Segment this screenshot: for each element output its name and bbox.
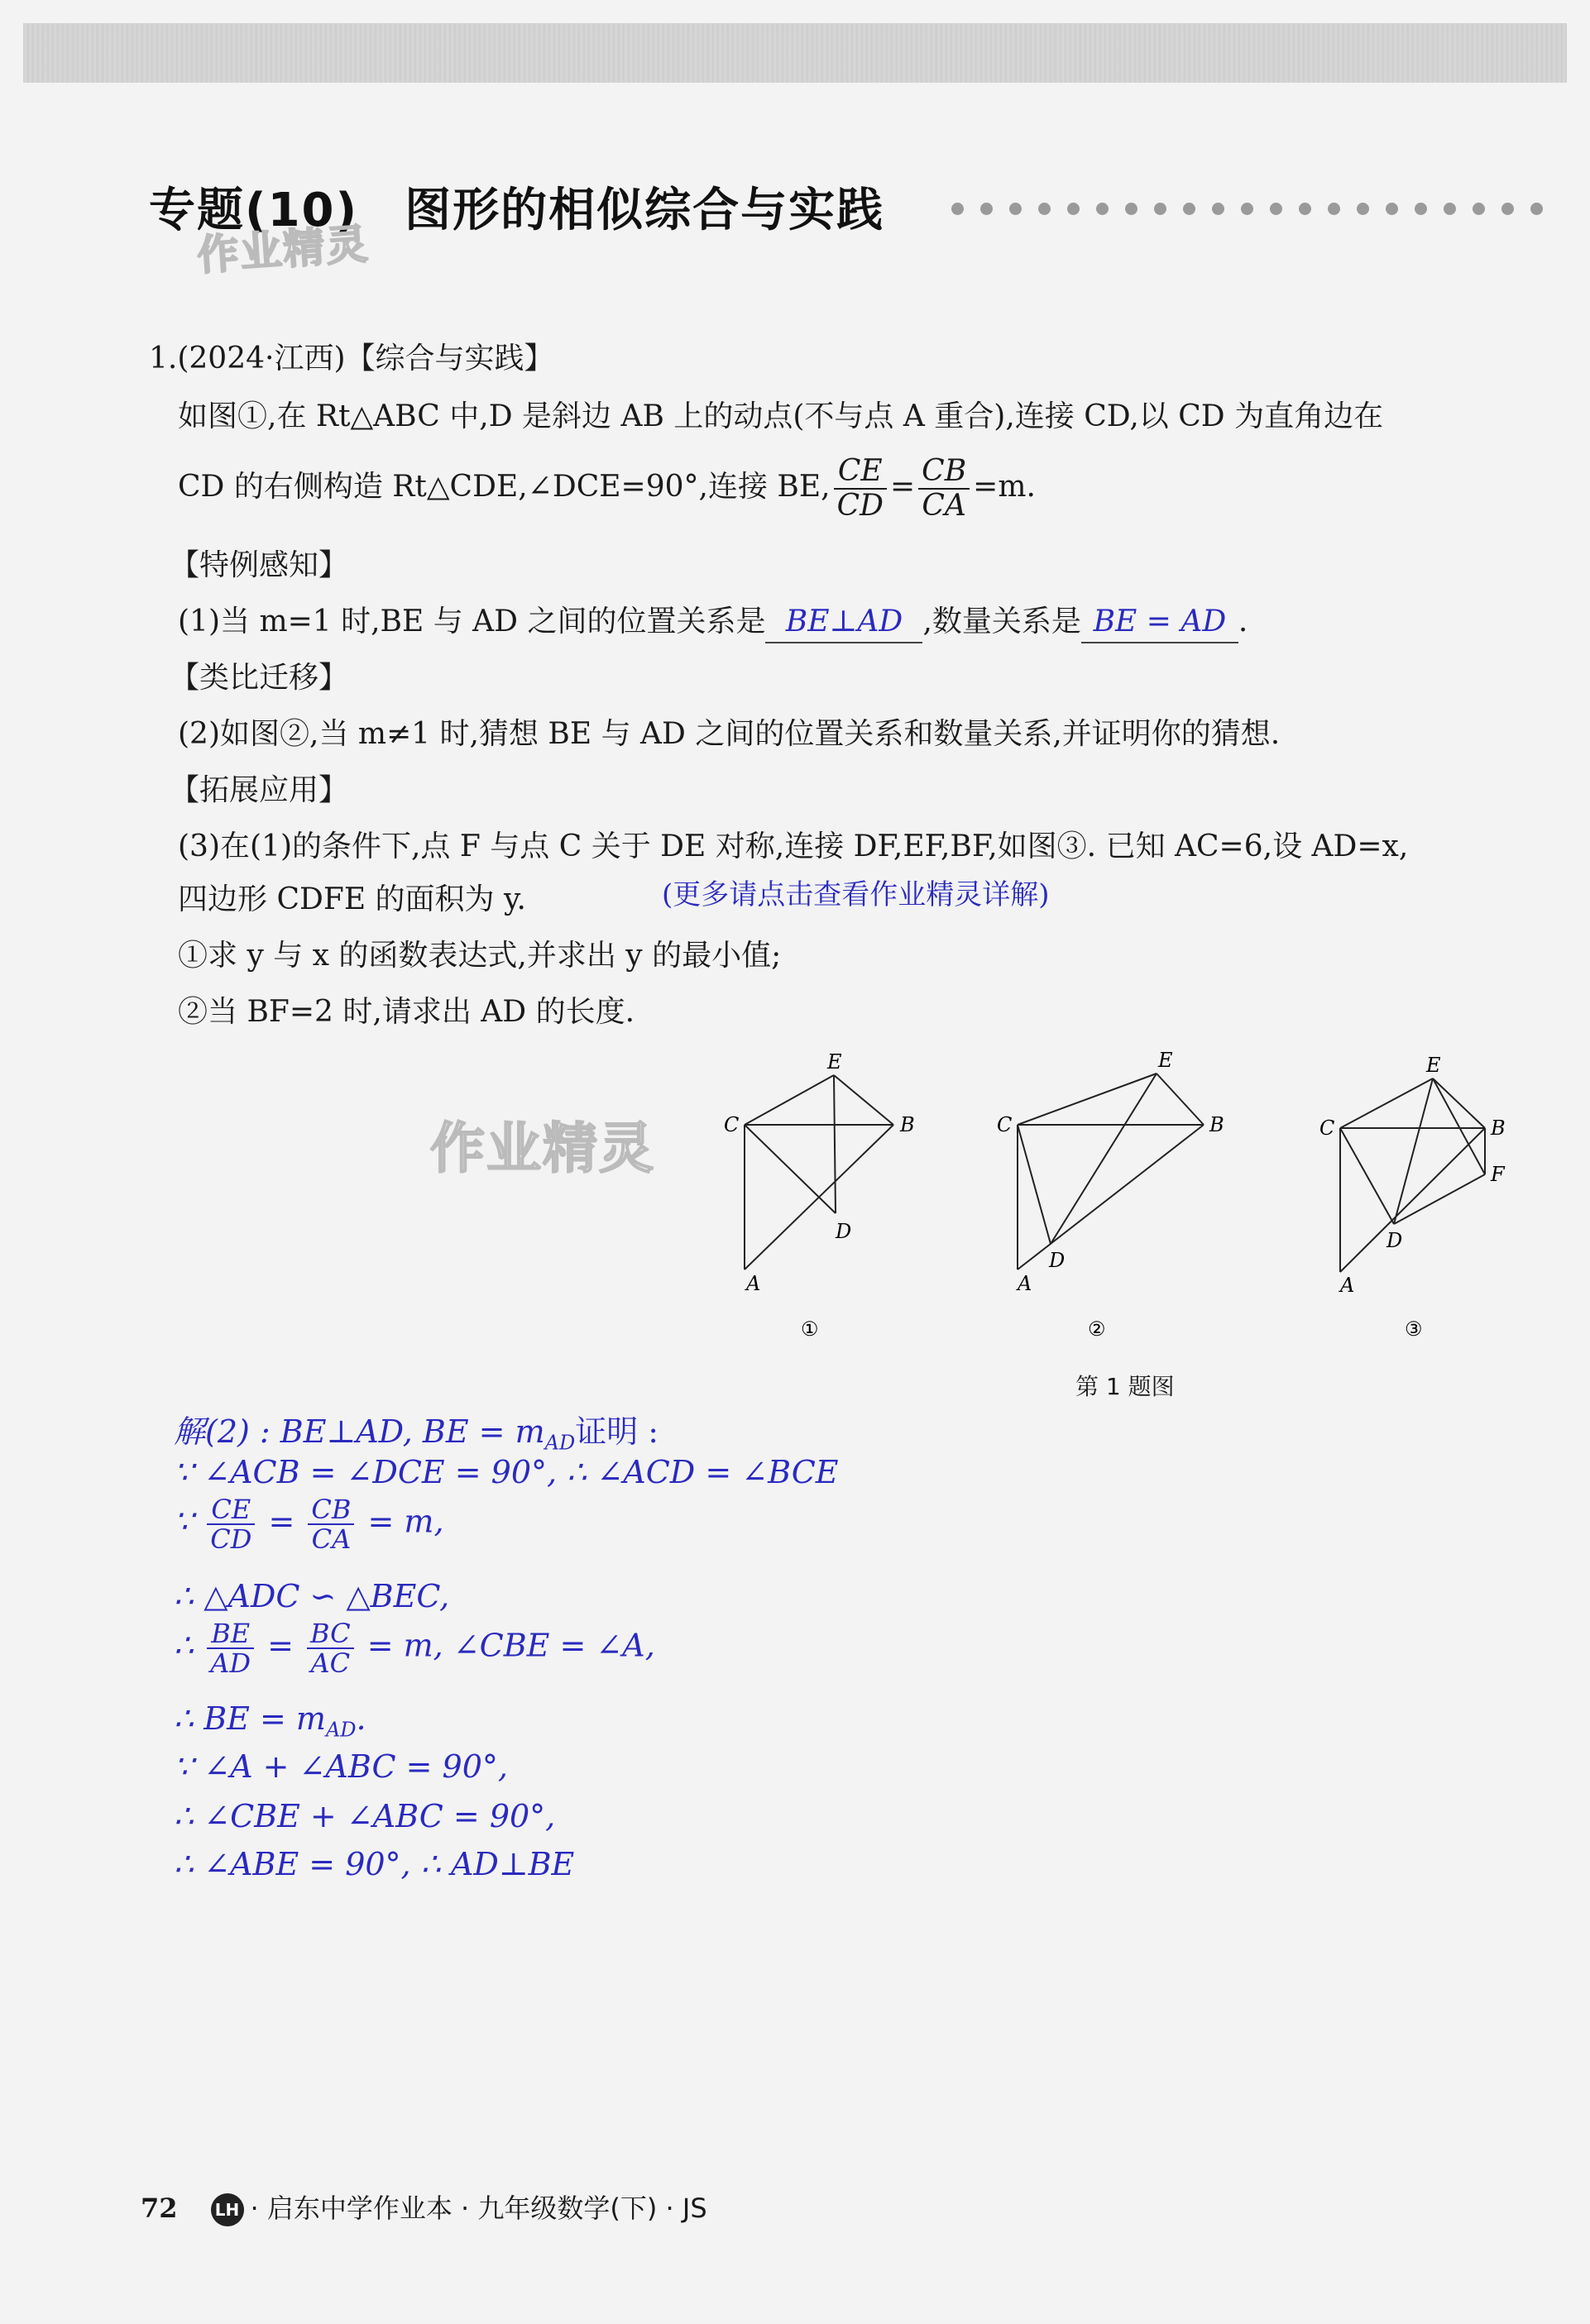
fig1-point-b: B [900, 1113, 915, 1136]
answer-line-6: ∴ BE = $m_{AD}$. [174, 1700, 366, 1742]
answer-line-8: ∴ ∠CBE + ∠ABC = 90°, [174, 1798, 556, 1834]
geometry-figures [703, 1042, 1530, 1356]
footer-text: · 启东中学作业本 · 九年级数学(下) · JS [250, 2192, 707, 2224]
fig2-label: ② [1088, 1317, 1106, 1341]
fig3-point-b: B [1491, 1117, 1506, 1140]
fig3-point-f: F [1491, 1163, 1505, 1186]
answer-line-7: ∵ ∠A + ∠ABC = 90°, [174, 1748, 508, 1785]
more-details-link[interactable]: (更多请点击查看作业精灵详解) [662, 878, 1050, 911]
fig2-point-d: D [1049, 1249, 1066, 1272]
fig3-point-c: C [1319, 1117, 1335, 1140]
section-analogy: 【类比迁移】 [170, 661, 349, 695]
fraction-ce-cd: $\frac{CE}{CD}$ [834, 455, 887, 523]
figure-caption: 第 1 题图 [1075, 1373, 1175, 1400]
question-label: 1.(2024·江西)【综合与实践】 [149, 342, 554, 375]
stem-line-1: 如图①,在 Rt△ABC 中,D 是斜边 AB 上的动点(不与点 A 重合),连接 CD,以 CD 为直角边在 [178, 399, 1384, 433]
answer-line-3: ∵ $\frac{CE}{CD}$ = $\frac{CB}{CA}$ = m, [174, 1494, 444, 1555]
fig3-point-d: D [1386, 1229, 1403, 1252]
answer-line-1: 解(2) : BE⊥AD, BE = $m_{AD}$证明 : [174, 1413, 659, 1455]
title-main: 图形的相似综合与实践 [405, 184, 885, 237]
answer-blank-position: BE⊥AD [765, 602, 922, 643]
fig2-point-b: B [1209, 1113, 1224, 1136]
fig3-point-e: E [1426, 1054, 1441, 1077]
fig1-label: ① [801, 1317, 819, 1341]
stem-line-2: CD 的右侧构造 Rt△CDE,∠DCE=90°,连接 BE, $\frac{CE}{CD}$ = $\frac{CB}{CA}$ =m. [178, 454, 1036, 523]
figure-3 [1340, 1078, 1485, 1272]
fig2-point-c: C [997, 1113, 1013, 1136]
title-dots-decoration [951, 203, 1559, 218]
page-number: 72 [141, 2192, 178, 2224]
part-3-line-2: 四边形 CDFE 的面积为 y. [178, 882, 526, 916]
fig2-point-a: A [1018, 1272, 1032, 1295]
part-2: (2)如图②,当 m≠1 时,猜想 BE 与 AD 之间的位置关系和数量关系,并证明你的猜想. [178, 717, 1281, 751]
fraction-cb-ca: $\frac{CB}{CA}$ [918, 455, 970, 523]
page-footer [141, 2188, 707, 2226]
watermark-figure: 作业精灵 [430, 1117, 655, 1180]
part-3-line-1: (3)在(1)的条件下,点 F 与点 C 关于 DE 对称,连接 DF,EF,BF,如图③. 已知 AC=6,设 AD=x, [178, 830, 1409, 863]
fig2-point-e: E [1158, 1049, 1173, 1072]
part-1: (1)当 m=1 时,BE 与 AD 之间的位置关系是 BE⊥AD ,数量关系是 BE = AD . [178, 602, 1248, 643]
fig3-point-a: A [1340, 1274, 1355, 1297]
section-special: 【特例感知】 [170, 548, 349, 582]
answer-blank-quantity: BE = AD [1081, 602, 1238, 643]
fig3-label: ③ [1405, 1317, 1423, 1341]
fig1-point-d: D [836, 1220, 852, 1243]
publisher-logo-icon: LH [211, 2193, 244, 2226]
top-scan-bar [23, 23, 1567, 83]
figure-2 [1018, 1074, 1204, 1270]
section-extension: 【拓展应用】 [170, 773, 349, 807]
answer-line-2: ∵ ∠ACB = ∠DCE = 90°, ∴ ∠ACD = ∠BCE [174, 1454, 839, 1490]
answer-line-4: ∴ △ADC ∽ △BEC, [174, 1578, 450, 1614]
fig1-point-a: A [746, 1272, 761, 1295]
answer-line-5: ∴ $\frac{BE}{AD}$ = $\frac{BC}{AC}$ = m, ∠CBE = ∠A, [174, 1618, 655, 1679]
part-3-sub-1: ①求 y 与 x 的函数表达式,并求出 y 的最小值; [178, 939, 782, 973]
part-3-sub-2: ②当 BF=2 时,请求出 AD 的长度. [178, 995, 635, 1029]
fig1-point-e: E [827, 1050, 842, 1074]
figure-1 [745, 1075, 893, 1270]
answer-line-9: ∴ ∠ABE = 90°, ∴ AD⊥BE [174, 1846, 575, 1882]
title-number: 专题(10) [149, 184, 359, 237]
watermark: 作业精灵 [195, 219, 371, 280]
fig1-point-c: C [724, 1113, 740, 1136]
